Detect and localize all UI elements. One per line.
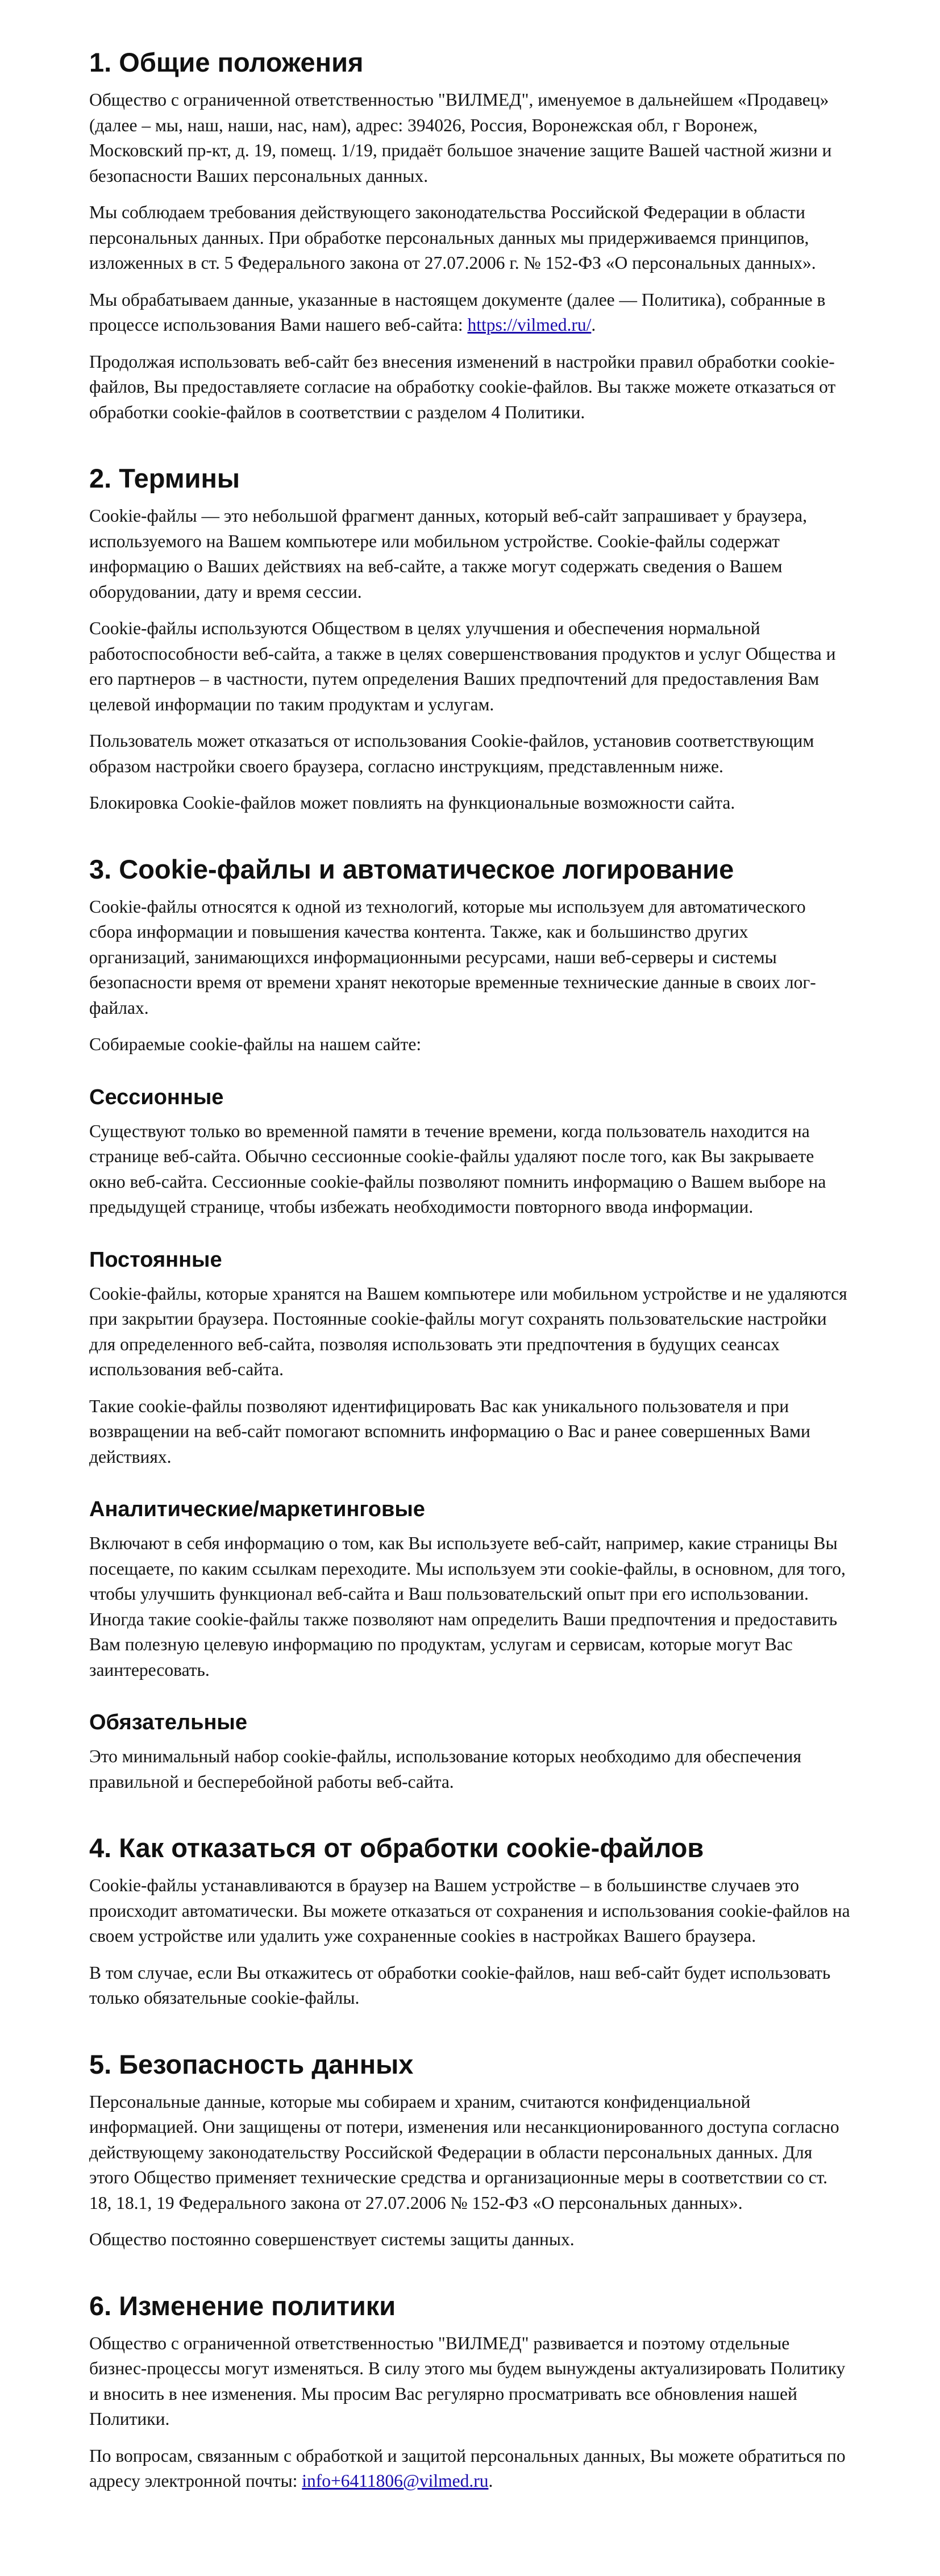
- website-link[interactable]: https://vilmed.ru/: [467, 315, 592, 335]
- subsection-title: Постоянные: [89, 1247, 222, 1272]
- paragraph: Пользователь может отказаться от использования Cookie-файлов, установив соответствующим образом настройки своего браузера, согласно инструкциям, представленным ниже.: [89, 731, 814, 776]
- paragraph-text: Мы обрабатываем данные, указанные в настоящем документе (далее — Политика), собранные в процессе использования Вами нашего веб-сайта:: [89, 289, 826, 335]
- paragraph: Персональные данные, которые мы собираем и храним, считаются конфиденциальной информацией. Они защищены от потери, изменения или несанкционированного доступа согласно действующему законодательству Российской Федерации в области персональных данных. Для этого Общество применяет технические средства и организационные меры в соответствии со ст. 18, 18.1, 19 Федерального закона от 27.07.2006 № 152-ФЗ «О персональных данных».: [89, 2091, 839, 2213]
- paragraph-text: По вопросам, связанным с обработкой и защитой персональных данных, Вы можете обратиться по адресу электронной почты:: [89, 2445, 846, 2491]
- subsection-title: Сессионные: [89, 1085, 224, 1109]
- paragraph: Общество с ограниченной ответственностью "ВИЛМЕД", именуемое в дальнейшем «Продавец» (далее – мы, наш, наши, нас, нам), адрес: 394026, Россия, Воронежская обл, г Воронеж, Московский пр-кт, д. 19, помещ. 1/19, придаёт большое значение защите Вашей частной жизни и безопасности Ваших персональных данных.: [89, 90, 832, 186]
- subsection-title: Обязательные: [89, 1711, 248, 1734]
- paragraph: Cookie-файлы, которые хранятся на Вашем компьютере или мобильном устройстве и не удаляются при закрытии браузера. Постоянные cookie-файлы могут сохранять пользовательские настройки для определенного веб-сайта, позволяя использовать эти предпочтения в будущих сеансах использования веб-сайта.: [89, 1283, 847, 1379]
- section-data-security: [89, 2048, 851, 2253]
- paragraph: Включают в себя информацию о том, как Вы используете веб-сайт, например, какие страницы Вы посещаете, по каким ссылкам переходите. Мы используем эти cookie-файлы, в основном, для того, чтобы улучшить функционал веб-сайта и Ваш пользовательский опыт при его использовании. Иногда такие cookie-файлы также позволяют нам определить Ваши предпочтения и предоставить Вам полезную целевую информацию по продуктам, услугам и сервисам, которые могут Вас заинтересовать.: [89, 1533, 846, 1680]
- section-opt-out: [89, 1831, 851, 2011]
- paragraph-punctuation: .: [488, 2471, 493, 2491]
- paragraph: Продолжая использовать веб-сайт без внесения изменений в настройки правил обработки cookie-файлов, Вы предоставляете согласие на обработку cookie-файлов. Вы также можете отказаться от обработки cookie-файлов в соответствии с разделом 4 Политики.: [89, 351, 836, 422]
- paragraph: Такие cookie-файлы позволяют идентифицировать Вас как уникального пользователя и при возвращении на веб-сайт помогают вспомнить информацию о Вас и ранее совершенных Вами действиях.: [89, 1396, 810, 1467]
- section-terms: [89, 461, 851, 816]
- paragraph: Cookie-файлы устанавливаются в браузер на Вашем устройстве – в большинстве случаев это происходит автоматически. Вы можете отказаться от сохранения и использования cookie-файлов на своем устройстве или удалить уже сохраненные cookies в настройках Вашего браузера.: [89, 1875, 850, 1946]
- section-policy-changes: [89, 2289, 851, 2494]
- section-general-provisions: [89, 45, 851, 425]
- section-title: 6. Изменение политики: [89, 2290, 396, 2321]
- paragraph: Это минимальный набор cookie-файлы, использование которых необходимо для обеспечения правильной и бесперебойной работы веб-сайта.: [89, 1746, 802, 1792]
- section-cookies-logging: [89, 852, 851, 1795]
- paragraph-punctuation: .: [591, 315, 596, 335]
- paragraph: В том случае, если Вы откажитесь от обработки cookie-файлов, наш веб-сайт будет использовать только обязательные cookie-файлы.: [89, 1962, 831, 2008]
- section-title: 2. Термины: [89, 463, 240, 493]
- paragraph: Блокировка Cookie-файлов может повлиять на функциональные возможности сайта.: [89, 793, 735, 813]
- section-title: 3. Cookie-файлы и автоматическое логирование: [89, 854, 734, 884]
- section-title: 4. Как отказаться от обработки cookie-файлов: [89, 1833, 704, 1863]
- paragraph: Общество постоянно совершенствует системы защиты данных.: [89, 2229, 575, 2249]
- paragraph: Общество с ограниченной ответственностью "ВИЛМЕД" развивается и поэтому отдельные бизнес-процессы могут изменяться. В силу этого мы будем вынуждены актуализировать Политику и вносить в нее изменения. Мы просим Вас регулярно просматривать все обновления нашей Политики.: [89, 2333, 846, 2429]
- paragraph: Cookie-файлы используются Обществом в целях улучшения и обеспечения нормальной работоспособности веб-сайта, а также в целях совершенствования продуктов и услуг Общества и его партнеров – в частности, путем определения Ваших предпочтений для предоставления Вам целевой информации по таким продуктам и услугам.: [89, 618, 836, 714]
- paragraph: Собираемые cookie-файлы на нашем сайте:: [89, 1034, 422, 1054]
- paragraph: [89, 2444, 851, 2494]
- paragraph: Cookie-файлы — это небольшой фрагмент данных, который веб-сайт запрашивает у браузера, используемого на Вашем компьютере или мобильном устройстве. Cookie-файлы содержат информацию о Ваших действиях на веб-сайте, а также могут содержать сведения о Вашем оборудовании, дату и время сессии.: [89, 506, 807, 602]
- section-title: 1. Общие положения: [89, 47, 364, 77]
- paragraph: [89, 288, 851, 338]
- paragraph: Cookie-файлы относятся к одной из технологий, которые мы используем для автоматического сбора информации и повышения качества контента. Также, как и большинство других организаций, занимающихся информационными ресурсами, наши веб-серверы и системы безопасности время от времени хранят некоторые временные технические данные в своих лог-файлах.: [89, 896, 816, 1018]
- email-link[interactable]: info+6411806@vilmed.ru: [302, 2471, 489, 2491]
- paragraph: Мы соблюдаем требования действующего законодательства Российской Федерации в области персональных данных. При обработке персональных данных мы придерживаемся принципов, изложенных в ст. 5 Федерального закона от 27.07.2006 г. № 152-ФЗ «О персональных данных».: [89, 202, 816, 273]
- paragraph: Существуют только во временной памяти в течение времени, когда пользователь находится на странице веб-сайта. Обычно сессионные cookie-файлы удаляют после того, как Вы закрываете окно веб-сайта. Сессионные cookie-файлы позволяют помнить информацию о Вашем выборе на предыдущей странице, чтобы избежать необходимости повторного ввода информации.: [89, 1121, 826, 1217]
- subsection-title: Аналитические/маркетинговые: [89, 1497, 425, 1521]
- section-title: 5. Безопасность данных: [89, 2049, 414, 2079]
